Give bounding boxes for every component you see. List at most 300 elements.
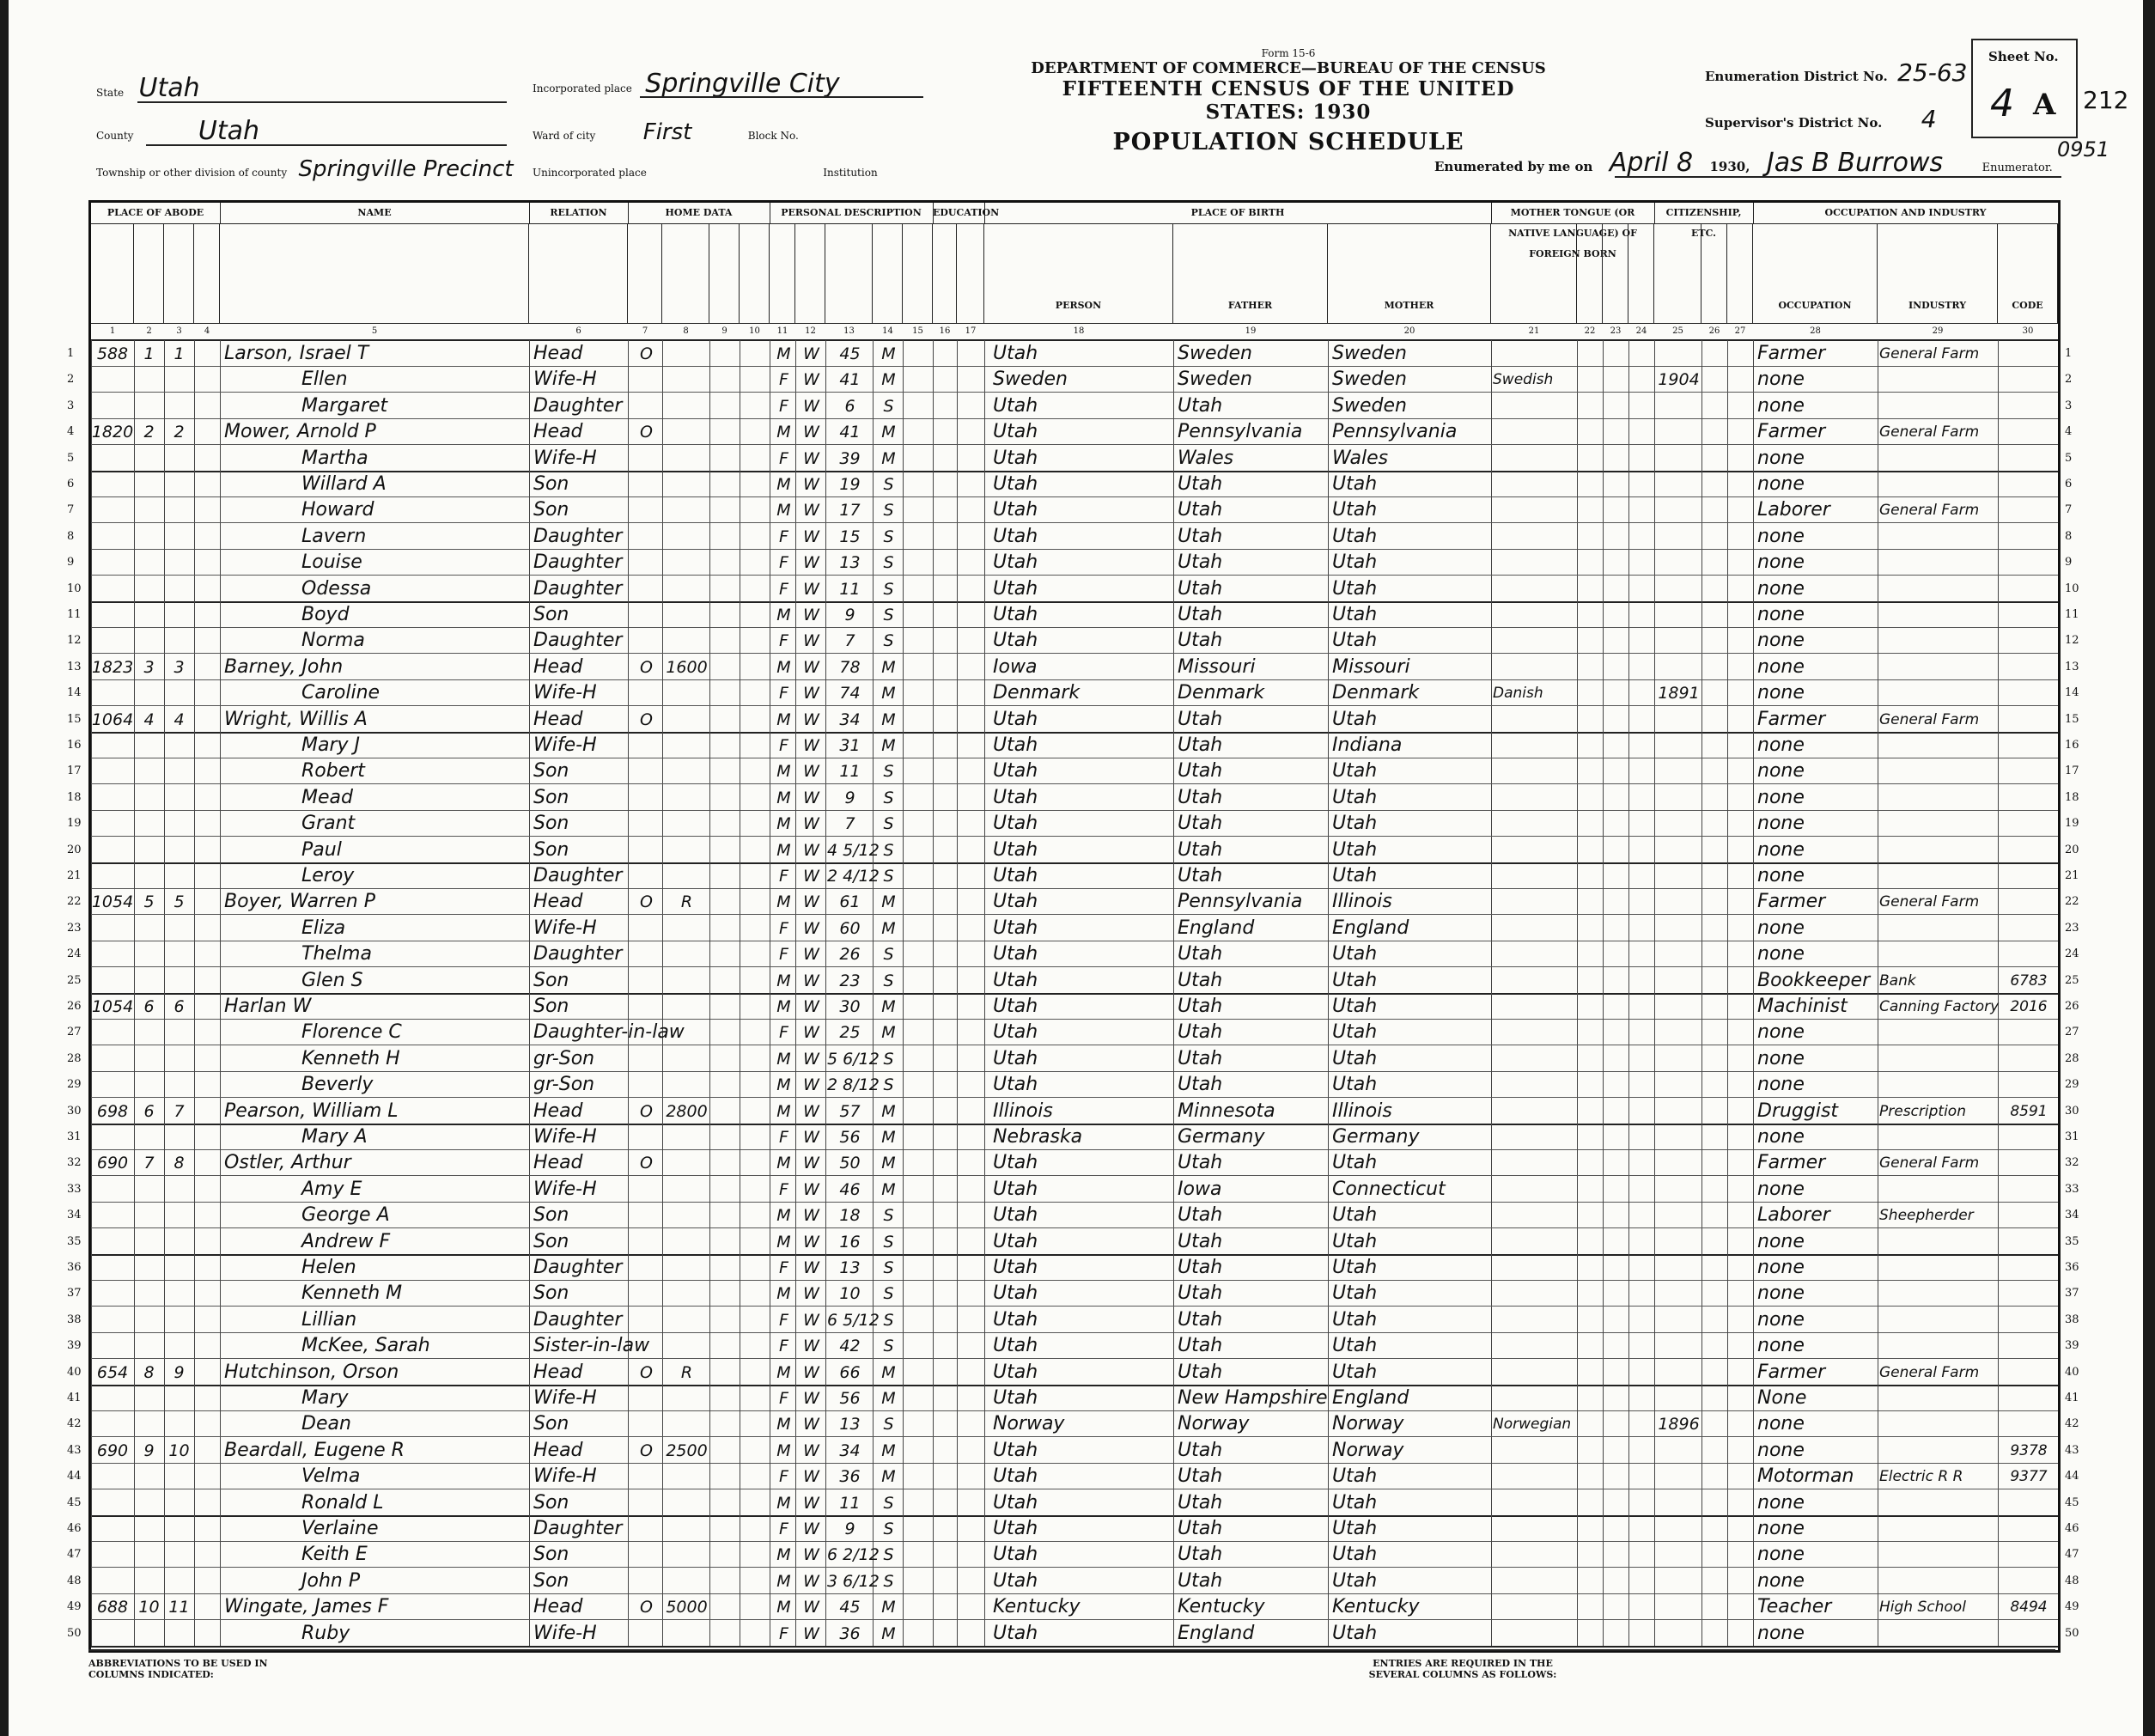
column-divider (933, 888, 934, 914)
column-divider (1727, 758, 1728, 783)
cell-age: 30 (839, 997, 861, 1016)
column-divider (194, 784, 195, 810)
cell-vis (164, 1541, 194, 1567)
cell-mar: M (881, 892, 896, 912)
ward-value: First (642, 119, 692, 145)
column-divider (1727, 1620, 1728, 1646)
column-divider (933, 1202, 934, 1227)
column-divider (194, 1332, 195, 1358)
column-divider (1491, 706, 1492, 732)
column-group-header: PERSONAL DESCRIPTION (770, 203, 934, 224)
column-header (933, 223, 957, 323)
cell-rel: Son (533, 1204, 569, 1227)
cell-imm (1656, 758, 1701, 783)
column-divider (984, 1515, 985, 1541)
column-divider (825, 1489, 826, 1515)
cell-rel: Wife-H (533, 917, 597, 939)
column-divider (1654, 1489, 1655, 1515)
column-header: FATHER (1173, 223, 1328, 323)
cell-occ: Laborer (1757, 1204, 1830, 1227)
cell-vis: 10 (168, 1441, 190, 1460)
column-divider (957, 1359, 958, 1385)
column-divider (1628, 1463, 1629, 1489)
column-divider (662, 967, 663, 993)
cell-val: 5000 (666, 1598, 708, 1617)
cell-own (630, 1541, 662, 1567)
column-divider (873, 1228, 874, 1254)
column-header (194, 223, 220, 323)
column-header (220, 223, 529, 323)
column-divider (1173, 654, 1174, 679)
column-divider (1701, 1045, 1702, 1071)
column-divider (1701, 1202, 1702, 1227)
cell-mar: S (883, 553, 894, 573)
cell-mother: Indiana (1332, 734, 1403, 756)
column-divider (628, 576, 629, 601)
cell-vis (164, 445, 194, 471)
column-divider (1628, 1098, 1629, 1124)
column-divider (1753, 523, 1754, 549)
cell-vis (164, 601, 194, 627)
cell-occ: none (1757, 577, 1805, 600)
cell-sex: M (776, 1075, 791, 1095)
township-value: Springville Precinct (298, 156, 514, 182)
column-divider (1603, 1593, 1604, 1619)
column-divider (709, 679, 710, 705)
column-divider (1577, 784, 1578, 810)
footer-instructions (88, 1649, 2055, 1727)
column-divider (1654, 837, 1655, 862)
column-divider (957, 1228, 958, 1254)
line-number-left: 4 (67, 425, 75, 439)
column-divider (662, 1489, 663, 1515)
column-divider (1491, 601, 1492, 627)
cell-occ: none (1757, 760, 1805, 783)
column-divider (1753, 549, 1754, 575)
column-divider (1998, 1280, 1999, 1306)
cell-code (2000, 1620, 2058, 1646)
cell-imm (1656, 1385, 1701, 1410)
column-divider (933, 471, 934, 496)
cell-sex: M (776, 1415, 791, 1434)
column-divider (220, 1124, 221, 1149)
cell-ind (1879, 1045, 1998, 1071)
column-divider (1727, 1149, 1728, 1175)
column-divider (194, 1307, 195, 1332)
column-divider (220, 1515, 221, 1541)
corner-number: 212 (2083, 86, 2129, 114)
cell-imm (1656, 1098, 1701, 1124)
cell-race: W (803, 553, 819, 573)
column-divider (709, 1515, 710, 1541)
cell-occ: Farmer (1757, 343, 1826, 364)
cell-rel: Daughter (533, 1518, 623, 1539)
cell-sex: M (776, 1232, 791, 1252)
column-divider (795, 1124, 796, 1149)
cell-name: Caroline (301, 682, 380, 704)
cell-code (2000, 366, 2058, 392)
column-divider (903, 862, 904, 888)
column-divider (628, 732, 629, 758)
cell-vis: 4 (173, 710, 185, 729)
column-header (529, 223, 628, 323)
ward-field: Ward of city First Block No. (533, 119, 799, 145)
cell-imm (1656, 862, 1701, 888)
column-divider (1173, 366, 1174, 392)
column-divider (628, 418, 629, 444)
column-divider (825, 862, 826, 888)
cell-age: 56 (839, 1389, 861, 1408)
cell-rel: Head (533, 1596, 583, 1618)
column-divider (825, 679, 826, 705)
line-number-left: 31 (67, 1130, 82, 1143)
cell-rel: Son (533, 499, 569, 521)
column-divider (1491, 915, 1492, 941)
column-divider (220, 1463, 221, 1489)
cell-val (664, 810, 709, 836)
cell-own (630, 1385, 662, 1410)
line-number-right: 24 (2065, 947, 2079, 961)
cell-mother: Utah (1332, 1622, 1378, 1644)
cell-tongue: Swedish (1493, 371, 1554, 389)
cell-val (664, 1254, 709, 1280)
cell-occ: Farmer (1757, 1152, 1826, 1174)
column-divider (873, 706, 874, 732)
cell-own (630, 1071, 662, 1097)
cell-fam: 6 (143, 997, 155, 1016)
table-row (67, 445, 2073, 472)
column-divider (1328, 1332, 1329, 1358)
table-row (67, 496, 2073, 523)
column-divider (825, 1098, 826, 1124)
cell-fam (134, 1045, 164, 1071)
column-divider (1603, 837, 1604, 862)
cell-occ: none (1757, 525, 1805, 547)
column-divider (1727, 1385, 1728, 1410)
column-divider (1173, 888, 1174, 914)
column-divider (1603, 1568, 1604, 1593)
column-divider (1701, 445, 1702, 471)
column-divider (1753, 1593, 1754, 1619)
cell-mother: Germany (1332, 1126, 1420, 1148)
line-number-right: 39 (2065, 1339, 2079, 1353)
cell-mother: Utah (1332, 1152, 1378, 1174)
cell-sex: F (779, 553, 788, 573)
cell-vis (164, 1307, 194, 1332)
cell-rel: Daughter (533, 1257, 623, 1278)
column-divider (795, 1149, 796, 1175)
column-divider (628, 915, 629, 941)
cell-fam (134, 967, 164, 993)
cell-fam (134, 1410, 164, 1436)
cell-mar: S (883, 1075, 894, 1095)
column-header (1727, 223, 1753, 323)
cell-val (664, 1071, 709, 1097)
column-divider (194, 1019, 195, 1045)
cell-mar: S (883, 527, 894, 546)
cell-imm (1656, 1593, 1701, 1619)
line-number-right: 22 (2065, 895, 2079, 909)
column-divider (825, 418, 826, 444)
column-divider (662, 654, 663, 679)
column-divider (1328, 1228, 1329, 1254)
column-divider (194, 1202, 195, 1227)
column-divider (795, 393, 796, 418)
column-divider (1603, 1437, 1604, 1463)
column-divider (1173, 1410, 1174, 1436)
cell-occ: none (1757, 1282, 1805, 1305)
column-divider (1491, 418, 1492, 444)
cell-own: O (640, 710, 653, 729)
cell-own (630, 1176, 662, 1202)
column-divider (957, 445, 958, 471)
table-row (67, 1463, 2079, 1489)
cell-race: W (803, 1389, 819, 1408)
cell-father: England (1178, 917, 1255, 939)
table-row (67, 471, 2073, 497)
cell-val (664, 1568, 709, 1593)
cell-mother: Norway (1332, 1439, 1404, 1461)
column-divider (194, 1515, 195, 1541)
cell-age: 45 (839, 1598, 861, 1617)
cell-fam (134, 1019, 164, 1045)
column-divider (1628, 471, 1629, 496)
line-number-left: 12 (67, 634, 82, 648)
column-divider (709, 1359, 710, 1385)
column-divider (795, 1489, 796, 1515)
column-divider (1753, 627, 1754, 653)
column-divider (795, 1280, 796, 1306)
line-number-right: 41 (2065, 1392, 2079, 1404)
column-number: 10 (740, 323, 770, 341)
column-divider (795, 654, 796, 679)
cell-sex: M (776, 606, 791, 624)
column-divider (1654, 340, 1655, 366)
column-divider (1998, 1359, 1999, 1385)
cell-tongue (1493, 340, 1577, 366)
sd-value: 4 (1921, 105, 1937, 133)
column-divider (1998, 1228, 1999, 1254)
column-divider (709, 445, 710, 471)
column-divider (1753, 1045, 1754, 1071)
column-divider (1727, 1359, 1728, 1385)
column-divider (825, 915, 826, 941)
column-divider (628, 1045, 629, 1071)
column-divider (903, 1019, 904, 1045)
cell-rel: Head (533, 421, 583, 443)
cell-occ: Druggist (1757, 1099, 1839, 1122)
column-divider (903, 418, 904, 444)
cell-own (630, 732, 662, 758)
cell-vis (164, 679, 194, 705)
cell-sex: M (776, 1598, 791, 1617)
column-divider (1753, 1568, 1754, 1593)
column-divider (1753, 967, 1754, 993)
column-divider (1603, 1410, 1604, 1436)
cell-age: 18 (839, 1206, 861, 1226)
column-divider (1727, 993, 1728, 1019)
column-divider (709, 496, 710, 522)
column-divider (662, 706, 663, 732)
table-row (67, 627, 2079, 654)
column-divider (957, 784, 958, 810)
cell-imm (1656, 627, 1701, 653)
cell-father: Utah (1178, 786, 1223, 808)
column-divider (933, 1098, 934, 1124)
column-divider (1328, 1437, 1329, 1463)
column-divider (1628, 784, 1629, 810)
column-divider (194, 862, 195, 888)
column-divider (628, 523, 629, 549)
cell-mother: Utah (1332, 943, 1378, 965)
cell-fam (134, 679, 164, 705)
cell-age: 45 (839, 344, 861, 363)
cell-fam: 6 (143, 1101, 155, 1121)
column-divider (957, 1254, 958, 1280)
cell-occ: none (1757, 604, 1805, 625)
column-divider (1654, 888, 1655, 914)
column-divider (825, 888, 826, 914)
cell-ind: General Farm (1879, 502, 1980, 520)
column-divider (795, 888, 796, 914)
column-divider (1628, 576, 1629, 601)
cell-occ: Machinist (1757, 996, 1848, 1017)
cell-code (2000, 784, 2058, 810)
cell-occ: none (1757, 1544, 1805, 1566)
cell-race: W (803, 1362, 819, 1382)
column-divider (1701, 941, 1702, 966)
cell-fam (134, 549, 164, 575)
cell-name: Glen S (301, 969, 363, 991)
column-divider (662, 1410, 663, 1436)
line-number-left: 9 (67, 556, 75, 570)
cell-age: 26 (839, 945, 861, 965)
column-divider (795, 471, 796, 496)
column-divider (1603, 418, 1604, 444)
column-divider (709, 601, 710, 627)
cell-name: Norma (301, 630, 365, 652)
column-divider (1328, 1359, 1329, 1385)
cell-rel: Son (533, 1230, 569, 1252)
column-divider (1654, 1254, 1655, 1280)
column-divider (1701, 523, 1702, 549)
cell-dw (91, 1228, 134, 1254)
cell-mar: M (881, 1598, 896, 1617)
cell-ind: Electric R R (1879, 1468, 1963, 1486)
cell-val (664, 1307, 709, 1332)
column-divider (662, 1359, 663, 1385)
cell-vis (164, 941, 194, 966)
column-divider (795, 862, 796, 888)
column-divider (1603, 1463, 1604, 1489)
column-divider (1603, 393, 1604, 418)
table-row (67, 706, 2079, 734)
table-row (67, 1410, 2079, 1437)
cell-vis (164, 810, 194, 836)
cell-father: Minnesota (1178, 1099, 1275, 1122)
line-number-left: 16 (67, 739, 82, 752)
line-number-left: 36 (67, 1261, 82, 1274)
column-divider (1701, 706, 1702, 732)
line-number-right: 33 (2065, 1182, 2079, 1196)
cell-rel: Head (533, 343, 583, 364)
column-divider (1998, 1385, 1999, 1410)
column-divider (1603, 627, 1604, 653)
cell-val (664, 523, 709, 549)
cell-occ: none (1757, 813, 1805, 835)
cell-rel: Daughter-in-law (533, 1021, 685, 1044)
column-group-header: OCCUPATION AND INDUSTRY (1753, 203, 2059, 224)
cell-tongue (1493, 862, 1577, 888)
column-divider (662, 549, 663, 575)
column-divider (1628, 732, 1629, 758)
cell-father: Utah (1178, 1439, 1223, 1461)
cell-birth: Norway (993, 1413, 1065, 1435)
column-divider (903, 340, 904, 366)
column-divider (903, 1515, 904, 1541)
cell-rel: gr-Son (533, 1047, 595, 1069)
column-divider (1603, 1541, 1604, 1567)
column-divider (194, 1149, 195, 1175)
column-divider (1701, 549, 1702, 575)
cell-father: Utah (1178, 1491, 1223, 1514)
column-divider (933, 915, 934, 941)
column-divider (1328, 1515, 1329, 1541)
column-divider (1577, 496, 1578, 522)
column-divider (1654, 679, 1655, 705)
column-divider (1173, 837, 1174, 862)
column-divider (628, 366, 629, 392)
cell-sex: M (776, 1362, 791, 1382)
column-divider (709, 1228, 710, 1254)
column-divider (957, 1489, 958, 1515)
column-divider (194, 888, 195, 914)
column-divider (1998, 1332, 1999, 1358)
column-divider (873, 1620, 874, 1646)
column-divider (933, 758, 934, 783)
column-divider (662, 1307, 663, 1332)
column-divider (220, 1071, 221, 1097)
column-divider (709, 627, 710, 653)
column-divider (825, 1568, 826, 1593)
cell-val: R (680, 1362, 693, 1382)
cell-name: Robert (301, 760, 365, 783)
inc-place-line (640, 96, 923, 98)
cell-code (2000, 523, 2058, 549)
table-row (67, 654, 2079, 680)
cell-val: 2800 (666, 1101, 708, 1121)
column-divider (1753, 679, 1754, 705)
cell-val (664, 418, 709, 444)
column-divider (984, 679, 985, 705)
cell-code: 8591 (2010, 1102, 2048, 1120)
column-divider (628, 1098, 629, 1124)
cell-code (2000, 1176, 2058, 1202)
cell-vis (164, 1071, 194, 1097)
cell-name: Harlan W (224, 996, 312, 1017)
line-number-left: 45 (67, 1495, 82, 1509)
column-divider (1577, 967, 1578, 993)
column-divider (1577, 1149, 1578, 1175)
column-divider (1603, 654, 1604, 679)
cell-val (664, 862, 709, 888)
cell-birth: Utah (993, 1021, 1038, 1044)
cell-ind (1879, 837, 1998, 862)
cell-sex: F (779, 1389, 788, 1408)
column-divider (709, 758, 710, 783)
line-number-right: 50 (2065, 1626, 2079, 1640)
column-divider (220, 393, 221, 418)
